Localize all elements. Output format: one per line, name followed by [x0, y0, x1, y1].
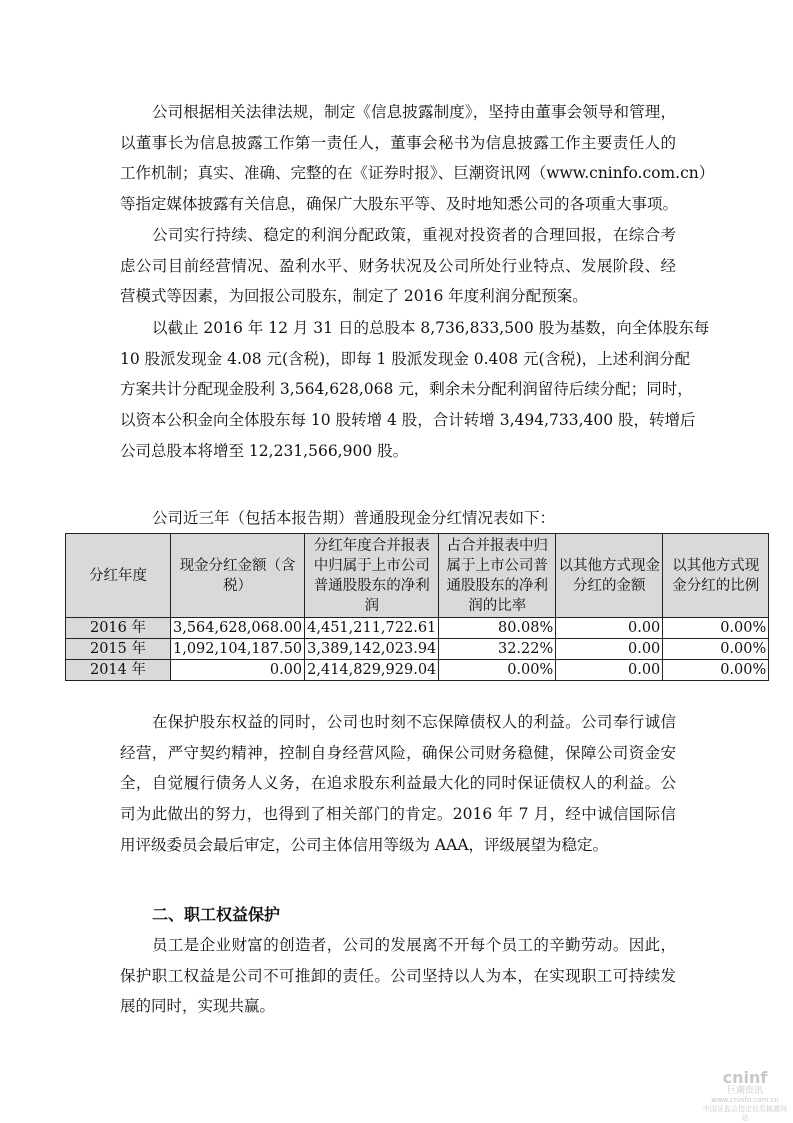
paragraph-line: 在保护股东权益的同时，公司也时刻不忘保障债权人的利益。公司奉行诚信 [152, 713, 676, 731]
paragraph-line: 虑公司目前经营情况、盈利水平、财务状况及公司所处行业特点、发展阶段、经 [120, 256, 676, 275]
paragraph-line: 工作机制；真实、准确、完整的在《证券时报》、巨潮资讯网（www.cninfo.com.cn） [120, 164, 715, 183]
cell: 0.00% [663, 639, 769, 660]
watermark-brand: cninf [722, 1068, 768, 1087]
section-heading: 二、职工权益保护 [152, 905, 281, 924]
cell: 2015 年 [66, 639, 171, 660]
watermark-tagline: 中国证监会指定信息披露网站 [703, 1105, 787, 1122]
cell: 3,389,142,023.94 [305, 639, 439, 660]
table-row [66, 660, 769, 681]
watermark-url: www.cninfo.com.cn [711, 1096, 779, 1104]
cninfo-watermark-logo [700, 1068, 790, 1123]
cell: 0.00% [439, 660, 556, 681]
paragraph-line: 员工是企业财富的创造者，公司的发展离不开每个员工的辛勤劳动。因此， [152, 936, 676, 954]
cell: 0.00 [556, 618, 663, 639]
col-header: 分红年度合并报表中归属于上市公司普通股股东的净利润 [305, 534, 439, 618]
paragraph-line: 以截止 2016 年 12 月 31 日的总股本 8,736,833,500 股为基数，向全体股东每 [152, 319, 710, 337]
paragraph-line: 营模式等因素，为回报公司股东，制定了 2016 年度利润分配预案。 [120, 287, 588, 306]
cell: 0.00 [171, 660, 305, 681]
paragraph-line: 10 股派发现金 4.08 元(含税)，即每 1 股派发现金 0.408 元(含税)，上述利润分配 [120, 349, 691, 368]
paragraph-line: 以董事长为信息披露工作第一责任人，董事会秘书为信息披露工作主要责任人的 [120, 133, 676, 152]
table-caption: 公司近三年（包括本报告期）普通股现金分红情况表如下： [152, 509, 556, 527]
paragraph-line: 公司根据相关法律法规，制定《信息披露制度》，坚持由董事会领导和管理， [152, 103, 676, 121]
table-row [66, 639, 769, 660]
paragraph-line: 公司实行持续、稳定的利润分配政策，重视对投资者的合理回报，在综合考 [152, 226, 676, 244]
cell: 2014 年 [66, 660, 171, 681]
cell: 1,092,104,187.50 [171, 639, 305, 660]
cell: 0.00% [663, 618, 769, 639]
cell: 0.00 [556, 639, 663, 660]
paragraph-line: 以资本公积金向全体股东每 10 股转增 4 股，合计转增 3,494,733,400 股，转增后 [120, 411, 696, 430]
cell: 3,564,628,068.00 [171, 618, 305, 639]
paragraph-line: 保护职工权益是公司不可推卸的责任。公司坚持以人为本，在实现职工可持续发 [120, 966, 676, 985]
paragraph-line: 展的同时，实现共赢。 [120, 997, 276, 1016]
cell: 32.22% [439, 639, 556, 660]
cell: 0.00% [663, 660, 769, 681]
col-header: 占合并报表中归属于上市公司普通股股东的净利润的比率 [439, 534, 556, 618]
paragraph-line: 等指定媒体披露有关信息，确保广大股东平等、及时地知悉公司的各项重大事项。 [120, 195, 679, 214]
table-header-row [66, 534, 769, 618]
cell: 80.08% [439, 618, 556, 639]
cell: 2016 年 [66, 618, 171, 639]
table-row [66, 618, 769, 639]
col-header: 现金分红金额（含税） [171, 534, 305, 618]
paragraph-line: 司为此做出的努力，也得到了相关部门的肯定。2016 年 7 月，经中诚信国际信 [120, 805, 676, 824]
dividend-table [65, 533, 769, 681]
col-header: 分红年度 [66, 534, 171, 618]
paragraph-line: 经营，严守契约精神，控制自身经营风险，确保公司财务稳健，保障公司资金安 [120, 743, 676, 762]
watermark-cn: 巨潮资讯 [726, 1086, 763, 1096]
paragraph-line: 全，自觉履行债务人义务，在追求股东利益最大化的同时保证债权人的利益。公 [120, 774, 676, 793]
paragraph-line: 用评级委员会最后审定，公司主体信用等级为 AAA，评级展望为稳定。 [120, 835, 609, 854]
paragraph-line: 公司总股本将增至 12,231,566,900 股。 [120, 441, 409, 460]
paragraph-line: 方案共计分配现金股利 3,564,628,068 元，剩余未分配利润留待后续分配；同时， [120, 380, 693, 399]
cell: 4,451,211,722.61 [305, 618, 439, 639]
cell: 2,414,829,929.04 [305, 660, 439, 681]
col-header: 以其他方式现金分红的比例 [663, 534, 769, 618]
col-header: 以其他方式现金分红的金额 [556, 534, 663, 618]
cell: 0.00 [556, 660, 663, 681]
